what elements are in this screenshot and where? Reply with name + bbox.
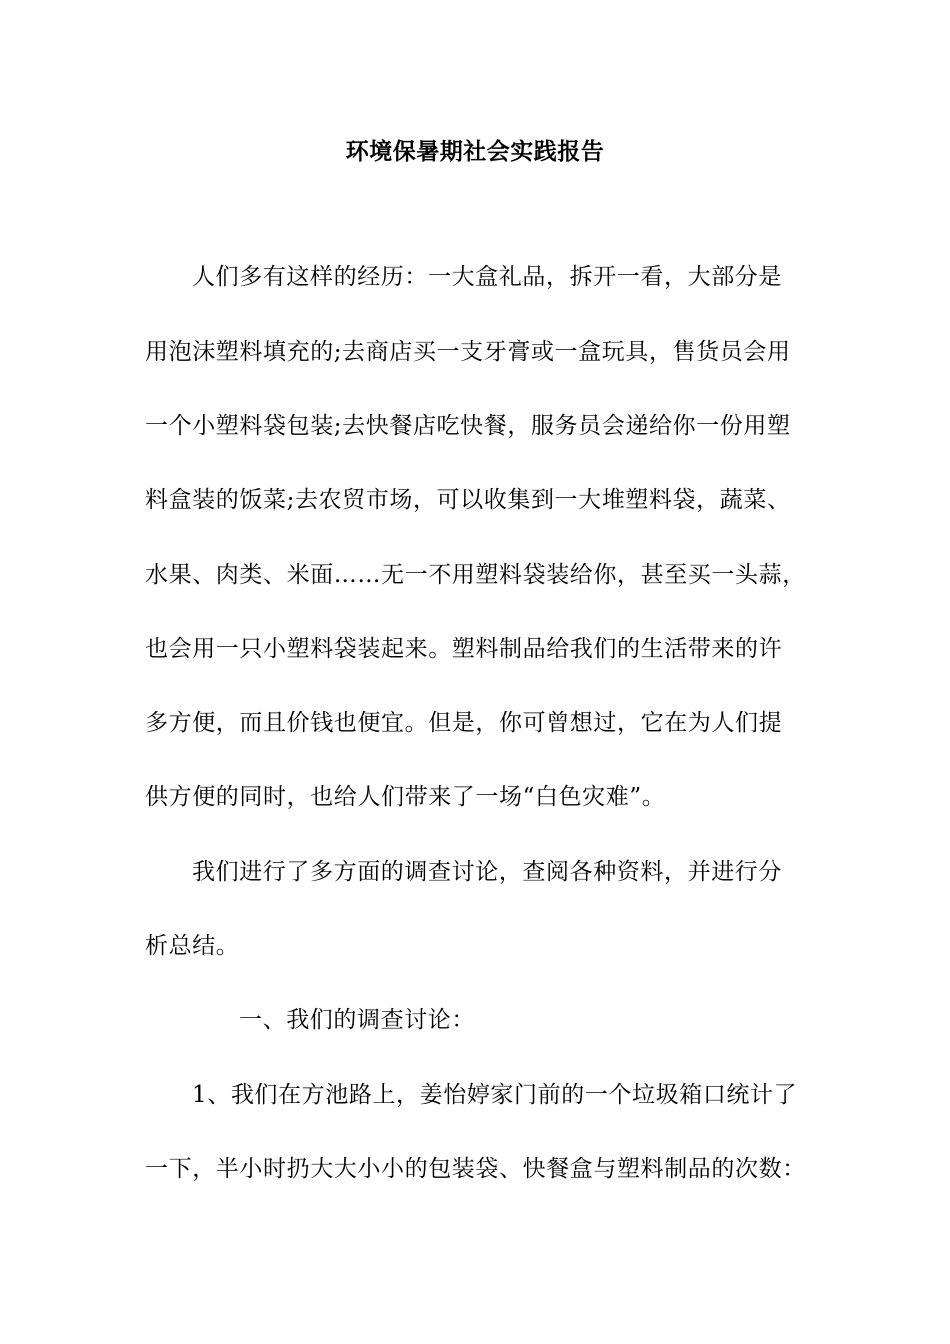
paragraph-line: 1、我们在方池路上，姜怡婷家门前的一个垃圾箱口统计了 xyxy=(192,1082,798,1108)
paragraph-line: 也会用一只小塑料袋装起来。塑料制品给我们的生活带来的许 xyxy=(145,636,783,662)
paragraph-line: 水果、肉类、米面……无一不用塑料袋装给你，甚至买一头蒜， xyxy=(145,562,806,588)
paragraph-line: 我们进行了多方面的调查讨论，查阅各种资料，并进行分 xyxy=(192,859,782,885)
section-heading: 一、我们的调查讨论： xyxy=(239,1007,475,1033)
paragraph-line: 多方便，而且价钱也便宜。但是，你可曾想过，它在为人们提 xyxy=(145,710,783,736)
paragraph-line: 用泡沫塑料填充的;去商店买一支牙膏或一盒玩具，售货员会用 xyxy=(145,339,791,365)
paragraph-line: 供方便的同时，也给人们带来了一场“白色灾难”。 xyxy=(145,784,666,810)
paragraph-line: 析总结。 xyxy=(145,933,240,959)
paragraph-line: 一个小塑料袋包装;去快餐店吃快餐，服务员会递给你一份用塑 xyxy=(145,413,791,439)
document-title: 环境保暑期社会实践报告 xyxy=(345,138,605,165)
paragraph-line: 料盒装的饭菜;去农贸市场，可以收集到一大堆塑料袋，蔬菜、 xyxy=(145,487,791,513)
paragraph-line: 人们多有这样的经历：一大盒礼品，拆开一看，大部分是 xyxy=(192,264,782,290)
paragraph-line: 一下，半小时扔大大小小的包装袋、快餐盒与塑料制品的次数： xyxy=(145,1156,806,1182)
